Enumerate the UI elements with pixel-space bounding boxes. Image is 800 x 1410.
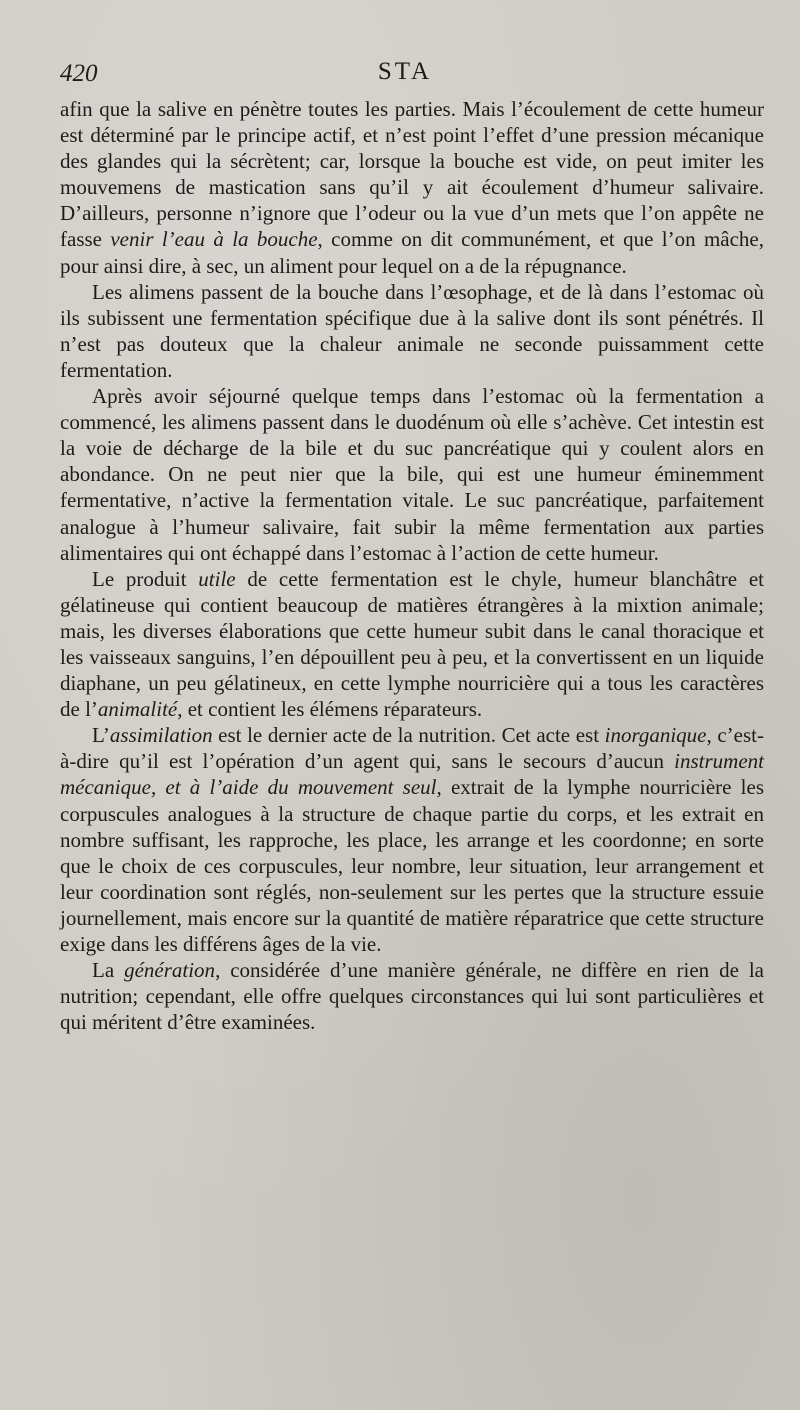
paragraph bbox=[60, 279, 764, 383]
text-run: , extrait de la lymphe nourricière les corpuscules analogues à la structure de chaque partie du corps, et les extrait en nombre suffisant, les rapproche, les place, les arrange et les coordonne; en sorte que le choix de ces corpuscules, leur nombre, leur situation, leur arrangement et leur coordination sont réglés, non-seulement sur les pertes que la structure essuie journellement, mais encore sur la quantité de matière réparatrice que cette structure exige dans les différens âges de la vie. bbox=[60, 775, 765, 956]
text-run: L’ bbox=[92, 723, 110, 748]
text-run: Les alimens passent de la bouche dans l’œsophage, et de là dans l’estomac où ils subissent une fermentation spécifique due à la salive dont ils sont pénétrés. Il n’est pas douteux que la chaleur animale ne seconde puissamment cette fermentation. bbox=[60, 279, 764, 382]
text-run: , comme on dit communément, et que l’on mâche, pour ainsi dire, à sec, un aliment pour lequel on a de la répugnance. bbox=[60, 227, 764, 278]
text-run: de cette fermentation est le chyle, humeur blanchâtre et gélatineuse qui contient beaucoup de matières étrangères à la mixtion animale; mais, les diverses élaborations que cette humeur subit dans le canal thoracique et les vaisseaux sanguins, l’en dépouillent peu à peu, et la convertissent en un liquide diaphane, un peu gélatineux, en cette lymphe nourricière qui a tous les caractères de l’ bbox=[60, 566, 764, 722]
text-run: , et contient les élémens réparateurs. bbox=[177, 697, 483, 722]
italic-text: génération bbox=[124, 958, 216, 983]
italic-text: inorganique bbox=[604, 723, 707, 748]
paragraph bbox=[60, 383, 764, 566]
text-run: est le dernier acte de la nutrition. Cet acte est bbox=[212, 723, 605, 748]
paragraph bbox=[60, 566, 764, 723]
italic-text: venir l’eau à la bouche bbox=[110, 227, 318, 252]
running-head: STA bbox=[377, 58, 433, 85]
italic-text: utile bbox=[198, 566, 236, 591]
page-number: 420 bbox=[60, 60, 98, 87]
text-run: Après avoir séjourné quelque temps dans l’estomac où la fermentation a commencé, les alimens passent dans le duodénum où elle s’achève. Cet intestin est la voie de décharge de la bile et du suc pancréatique qui y coulent alors en abondance. On ne peut nier que la bile, qui est une humeur éminemment fermentative, n’active la fermentation vitale. Le suc pancréatique, parfaitement analogue à l’humeur salivaire, fait subir la même fermentation aux parties alimentaires qui ont échappé dans l’estomac à l’action de cette humeur. bbox=[60, 384, 764, 565]
paragraph bbox=[60, 957, 764, 1035]
body-text bbox=[60, 96, 764, 1035]
italic-text: instrument mécanique, et à l’aide du mouvement seul bbox=[60, 749, 764, 800]
text-run: Le produit bbox=[92, 566, 199, 591]
text-run: , considérée d’une manière générale, ne diffère en rien de la nutrition; cependant, elle offre quelques circonstances qui lui sont particulières et qui méritent d’être examinées. bbox=[60, 958, 764, 1035]
paragraph bbox=[60, 722, 764, 957]
italic-text: animalité bbox=[97, 697, 178, 722]
page-header bbox=[60, 56, 750, 96]
paragraph bbox=[60, 96, 764, 279]
italic-text: assimilation bbox=[109, 723, 213, 748]
text-run: , c’est-à-dire qu’il est l’opération d’un agent qui, sans le secours d’aucun bbox=[60, 723, 764, 774]
text-run: afin que la salive en pénètre toutes les parties. Mais l’écoulement de cette humeur est déterminé par le principe actif, et n’est point l’effet d’une pression mécanique des glandes qui la sécrètent; car, lorsque la bouche est vide, on peut imiter les mouvemens de mastication sans qu’il y ait écoulement d’humeur salivaire. D’ailleurs, personne n’ignore que l’odeur ou la vue d’un mets que l’on appête ne fasse bbox=[60, 97, 764, 252]
text-run: La bbox=[92, 958, 125, 983]
